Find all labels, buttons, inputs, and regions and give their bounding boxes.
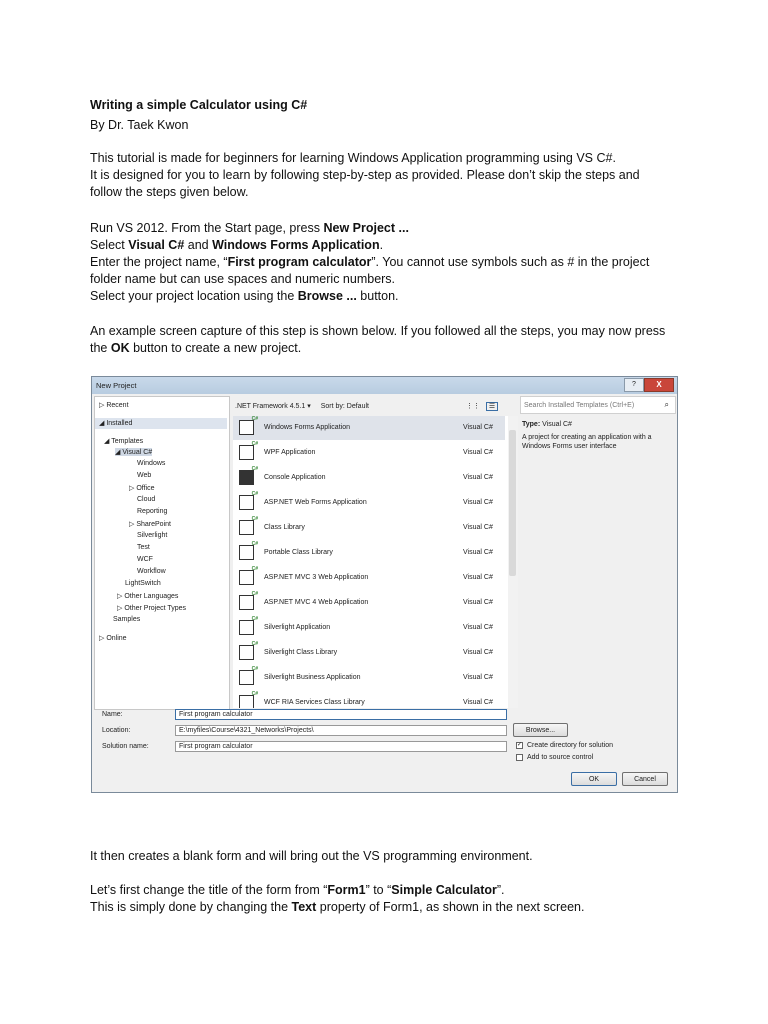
sort-select[interactable]: Default — [346, 403, 369, 410]
sort-label: Sort by: — [320, 403, 345, 410]
source-control-label: Add to source control — [527, 754, 594, 761]
solution-label: Solution name: — [102, 743, 149, 750]
after-line-3: This is simply done by changing the Text property of Form1, as shown in the next screen. — [90, 900, 585, 914]
tree-wcf[interactable]: WCF — [137, 556, 153, 563]
template-lang: Visual C# — [463, 699, 493, 706]
template-name: Portable Class Library — [264, 549, 333, 556]
scrollbar-thumb[interactable] — [509, 430, 516, 576]
tree-recent[interactable]: ▷ Recent — [99, 402, 129, 409]
template-list — [233, 416, 513, 708]
tree-test[interactable]: Test — [137, 544, 150, 551]
template-row[interactable] — [233, 516, 505, 540]
template-name: Console Application — [264, 474, 326, 481]
template-name: Silverlight Application — [264, 624, 331, 631]
browse-button[interactable]: Browse... — [513, 723, 568, 737]
template-name: Silverlight Class Library — [264, 649, 338, 656]
template-row[interactable] — [233, 491, 505, 515]
console-icon — [239, 470, 254, 485]
template-name: ASP.NET MVC 4 Web Application — [264, 599, 369, 606]
after-line-2: Let’s first change the title of the form from “Form1” to “Simple Calculator”. — [90, 883, 505, 897]
template-row[interactable] — [233, 416, 505, 440]
tree-windows[interactable]: Windows — [137, 460, 166, 467]
template-row[interactable] — [233, 666, 505, 690]
dialog-titlebar — [92, 377, 677, 394]
step-4: folder name but can use spaces and numeric numbers. — [90, 272, 396, 286]
step-1: Run VS 2012. From the Start page, press New Project ... — [90, 221, 409, 235]
solution-name-field[interactable]: First program calculator — [175, 741, 507, 752]
location-field[interactable]: E:\myfiles\Course\4321_Networks\Projects\ — [175, 725, 507, 736]
template-row[interactable] — [233, 691, 505, 708]
windows-forms-icon — [239, 420, 254, 435]
template-lang: Visual C# — [463, 424, 493, 431]
template-row[interactable] — [233, 566, 505, 590]
tree-samples[interactable]: Samples — [113, 616, 141, 623]
template-name: ASP.NET Web Forms Application — [264, 499, 367, 506]
search-icon[interactable]: ⌕ — [664, 400, 669, 409]
mvc4-icon — [239, 595, 254, 610]
template-lang: Visual C# — [463, 674, 493, 681]
template-name: Silverlight Business Application — [264, 674, 361, 681]
template-scrollbar[interactable] — [508, 416, 518, 708]
after-line-1: It then creates a blank form and will bring out the VS programming environment. — [90, 849, 533, 863]
template-lang: Visual C# — [463, 574, 493, 581]
template-description: A project for creating an application with a Windows Forms user interface — [522, 434, 652, 450]
template-tree — [94, 396, 230, 710]
silverlight-business-icon — [239, 670, 254, 685]
step-2: Select Visual C# and Windows Forms Application. — [90, 238, 384, 252]
example-line-2: the OK button to create a new project. — [90, 341, 302, 355]
type-value: Visual C# — [542, 421, 572, 428]
silverlight-icon — [239, 620, 254, 635]
template-lang: Visual C# — [463, 499, 493, 506]
template-name: ASP.NET MVC 3 Web Application — [264, 574, 369, 581]
template-pane — [233, 396, 513, 708]
template-lang: Visual C# — [463, 549, 493, 556]
create-directory-checkbox[interactable]: ✓ — [517, 742, 523, 748]
framework-select[interactable]: .NET Framework 4.5.1 — [235, 403, 306, 410]
silverlight-library-icon — [239, 645, 254, 660]
location-label: Location: — [102, 727, 131, 734]
list-view-icon[interactable]: ☰ — [486, 402, 498, 411]
template-lang: Visual C# — [463, 449, 493, 456]
example-line-1: An example screen capture of this step is shown below. If you followed all the steps, you may now press — [90, 324, 666, 338]
mvc3-icon — [239, 570, 254, 585]
template-lang: Visual C# — [463, 524, 493, 531]
tree-other-languages[interactable]: ▷ Other Languages — [117, 593, 179, 600]
tree-visual-csharp[interactable]: ◢ Visual C# — [115, 449, 153, 456]
source-control-checkbox[interactable] — [516, 754, 523, 761]
template-row[interactable] — [233, 641, 505, 665]
template-row[interactable] — [233, 616, 505, 640]
details-pane — [520, 396, 677, 708]
type-label: Type: — [522, 421, 541, 428]
template-row[interactable] — [233, 541, 505, 565]
grid-view-icon[interactable]: ⋮⋮ — [465, 403, 480, 410]
tree-templates[interactable]: ◢ Templates — [104, 438, 144, 445]
portable-library-icon — [239, 545, 254, 560]
name-field[interactable]: First program calculator — [175, 709, 507, 720]
wcf-ria-icon — [239, 695, 254, 708]
ok-button[interactable]: OK — [571, 772, 617, 786]
template-lang: Visual C# — [463, 474, 493, 481]
class-library-icon — [239, 520, 254, 535]
framework-bar — [235, 402, 498, 410]
template-row[interactable] — [233, 591, 505, 615]
tree-reporting[interactable]: Reporting — [137, 508, 168, 515]
tree-sharepoint[interactable]: ▷ SharePoint — [129, 521, 171, 528]
author: By Dr. Taek Kwon — [90, 118, 189, 132]
new-project-dialog — [91, 376, 678, 793]
intro-line-2: It is designed for you to learn by following step-by-step as provided. Please don’t skip the steps and — [90, 168, 640, 182]
help-button[interactable]: ? — [624, 378, 644, 392]
wpf-icon — [239, 445, 254, 460]
search-input[interactable] — [520, 396, 676, 414]
template-name: Class Library — [264, 524, 305, 531]
template-lang: Visual C# — [463, 599, 493, 606]
create-directory-label: Create directory for solution — [527, 742, 613, 749]
template-name: WCF RIA Services Class Library — [264, 699, 365, 706]
type-line — [522, 421, 572, 428]
template-lang: Visual C# — [463, 624, 493, 631]
tree-workflow[interactable]: Workflow — [137, 568, 166, 575]
search-placeholder: Search Installed Templates (Ctrl+E) — [524, 402, 635, 409]
template-name: WPF Application — [264, 449, 316, 456]
cancel-button[interactable]: Cancel — [622, 772, 668, 786]
intro-line-1: This tutorial is made for beginners for learning Windows Application programming using VS C#. — [90, 151, 616, 165]
intro-line-3: follow the steps given below. — [90, 185, 249, 199]
tree-installed[interactable]: ◢ Installed — [99, 420, 133, 427]
template-lang: Visual C# — [463, 649, 493, 656]
web-forms-icon — [239, 495, 254, 510]
step-3: Enter the project name, “First program calculator”. You cannot use symbols such as # in the project — [90, 255, 650, 269]
tree-office[interactable]: ▷ Office — [129, 485, 155, 492]
template-name: Windows Forms Application — [264, 424, 350, 431]
template-row[interactable] — [233, 441, 505, 465]
chevron-down-icon[interactable]: ▾ — [307, 403, 313, 410]
tree-lightswitch[interactable]: LightSwitch — [125, 580, 161, 587]
tree-other-project-types[interactable]: ▷ Other Project Types — [117, 605, 187, 612]
template-row[interactable] — [233, 466, 505, 490]
tree-cloud[interactable]: Cloud — [137, 496, 156, 503]
tree-online[interactable]: ▷ Online — [99, 635, 127, 642]
close-button[interactable]: X — [644, 378, 674, 392]
doc-title: Writing a simple Calculator using C# — [90, 98, 308, 112]
dialog-title: New Project — [96, 381, 137, 390]
step-5: Select your project location using the Browse ... button. — [90, 289, 399, 303]
name-label: Name: — [102, 711, 123, 718]
tree-web[interactable]: Web — [137, 472, 152, 479]
tree-silverlight[interactable]: Silverlight — [137, 532, 168, 539]
